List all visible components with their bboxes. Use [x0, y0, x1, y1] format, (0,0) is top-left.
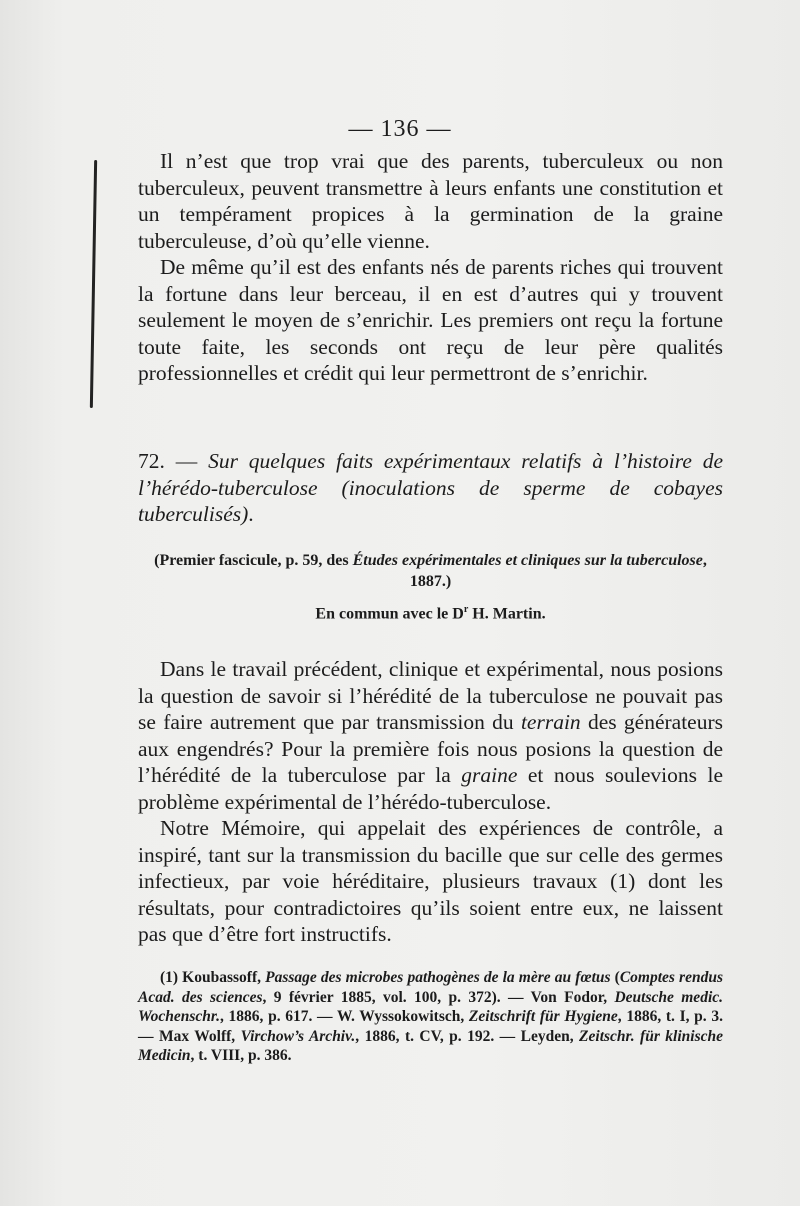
- fn-italic: Deutsche medic. Wochenschr.: [138, 988, 724, 1025]
- paragraph-heredity-terrain: Il n’est que trop vrai que des parents, tuberculeux ou non tuberculeux, peuvent transmettre à leurs enfants une constitution et un tempérament propices à la germination de la graine tuberculeuse, d’où qu’elle vienne.: [138, 149, 723, 253]
- source-citation: [138, 550, 723, 592]
- fn-italic: Zeitschrift für Hygiene: [468, 1008, 618, 1025]
- fn-run: , 1886, t. I, p. 3. — Max Wolff,: [138, 1008, 723, 1045]
- section-heading: [138, 448, 723, 528]
- section-title: Sur quelques faits expérimentaux relatifs à l’histoire de l’hérédo-tuberculose: [138, 449, 724, 500]
- fn-run: , 1886, p. 617. — W. Wyssokowitsch,: [219, 1008, 469, 1025]
- emphasis-terrain: terrain: [520, 710, 581, 734]
- emphasis-graine: graine: [461, 763, 518, 787]
- source-title: Études expérimentales et cliniques sur la tuberculose: [352, 552, 703, 569]
- fn-run: (1) Koubassoff,: [160, 969, 266, 986]
- coauthor-name: H. Martin.: [468, 605, 546, 623]
- heading-end-punct: .: [248, 502, 254, 526]
- paragraph-memoir: Notre Mémoire, qui appelait des expériences de contrôle, a inspiré, tant sur la transmission du bacille que sur celle des germes infectieux, par voie héréditaire, plusieurs travaux (1) dont les résultats, pour contradictoires qu’ils soient entre eux, ne laissent pas que d’être fort instructifs.: [138, 816, 723, 946]
- fn-run: , 9 février 1885, vol. 100, p. 372). — Von Fodor,: [262, 988, 615, 1006]
- section-number: 72. —: [138, 449, 209, 473]
- text-run: des générateurs aux engendrés? Pour la première fois nous posions la question de l’hérédité de la tuberculose par la: [138, 710, 723, 787]
- margin-pencil-mark: [90, 160, 97, 408]
- section-2-text: [138, 656, 723, 948]
- fn-run: , t. VIII, p. 386.: [190, 1047, 292, 1064]
- source-prefix: (Premier fascicule, p. 59, des: [154, 552, 353, 569]
- fn-italic: Comptes rendus Acad. des sciences: [138, 969, 723, 1006]
- fn-run: (: [610, 969, 620, 986]
- fn-italic: Virchow’s Archiv.: [240, 1027, 356, 1045]
- coauthor-line: [138, 604, 723, 623]
- paragraph-fortune-analogy: De même qu’il est des enfants nés de parents riches qui trouvent la fortune dans leur berceau, il en est d’autres qui y trouvent seulement le moyen de s’enrichir. Les premiers ont reçu la fortune toute faite, les seconds ont reçu de leur père qualités professionnelles et crédit qui leur permettront de s’enrichir.: [138, 255, 723, 385]
- fn-italic: Passage des microbes pathogènes de la mère au fœtus: [265, 969, 611, 986]
- page-number: — 136 —: [348, 116, 452, 142]
- section-subtitle: (inoculations de sperme de cobayes tuberculisés): [138, 475, 724, 526]
- paragraph-previous-work: [138, 656, 723, 815]
- section-1-text: [138, 148, 723, 387]
- fn-run: , 1886, t. CV, p. 192. — Leyden,: [355, 1027, 580, 1045]
- footnote-text: [138, 968, 723, 1066]
- source-suffix: , 1887.): [409, 552, 707, 590]
- coauthor-prefix: En commun avec le D: [315, 605, 464, 623]
- fn-italic: Zeitschr. für klinische Medicin: [138, 1027, 724, 1064]
- text-run: et nous soulevions le problème expérimental de l’hérédo-tuberculose.: [138, 763, 724, 814]
- footnote: [138, 968, 723, 1066]
- coauthor-sup: r: [463, 604, 469, 615]
- text-run: Dans le travail précédent, clinique et expérimental, nous posions la question de savoir si l’hérédité de la tuberculose ne pouvait pas se faire autrement que par transmission du: [138, 657, 723, 734]
